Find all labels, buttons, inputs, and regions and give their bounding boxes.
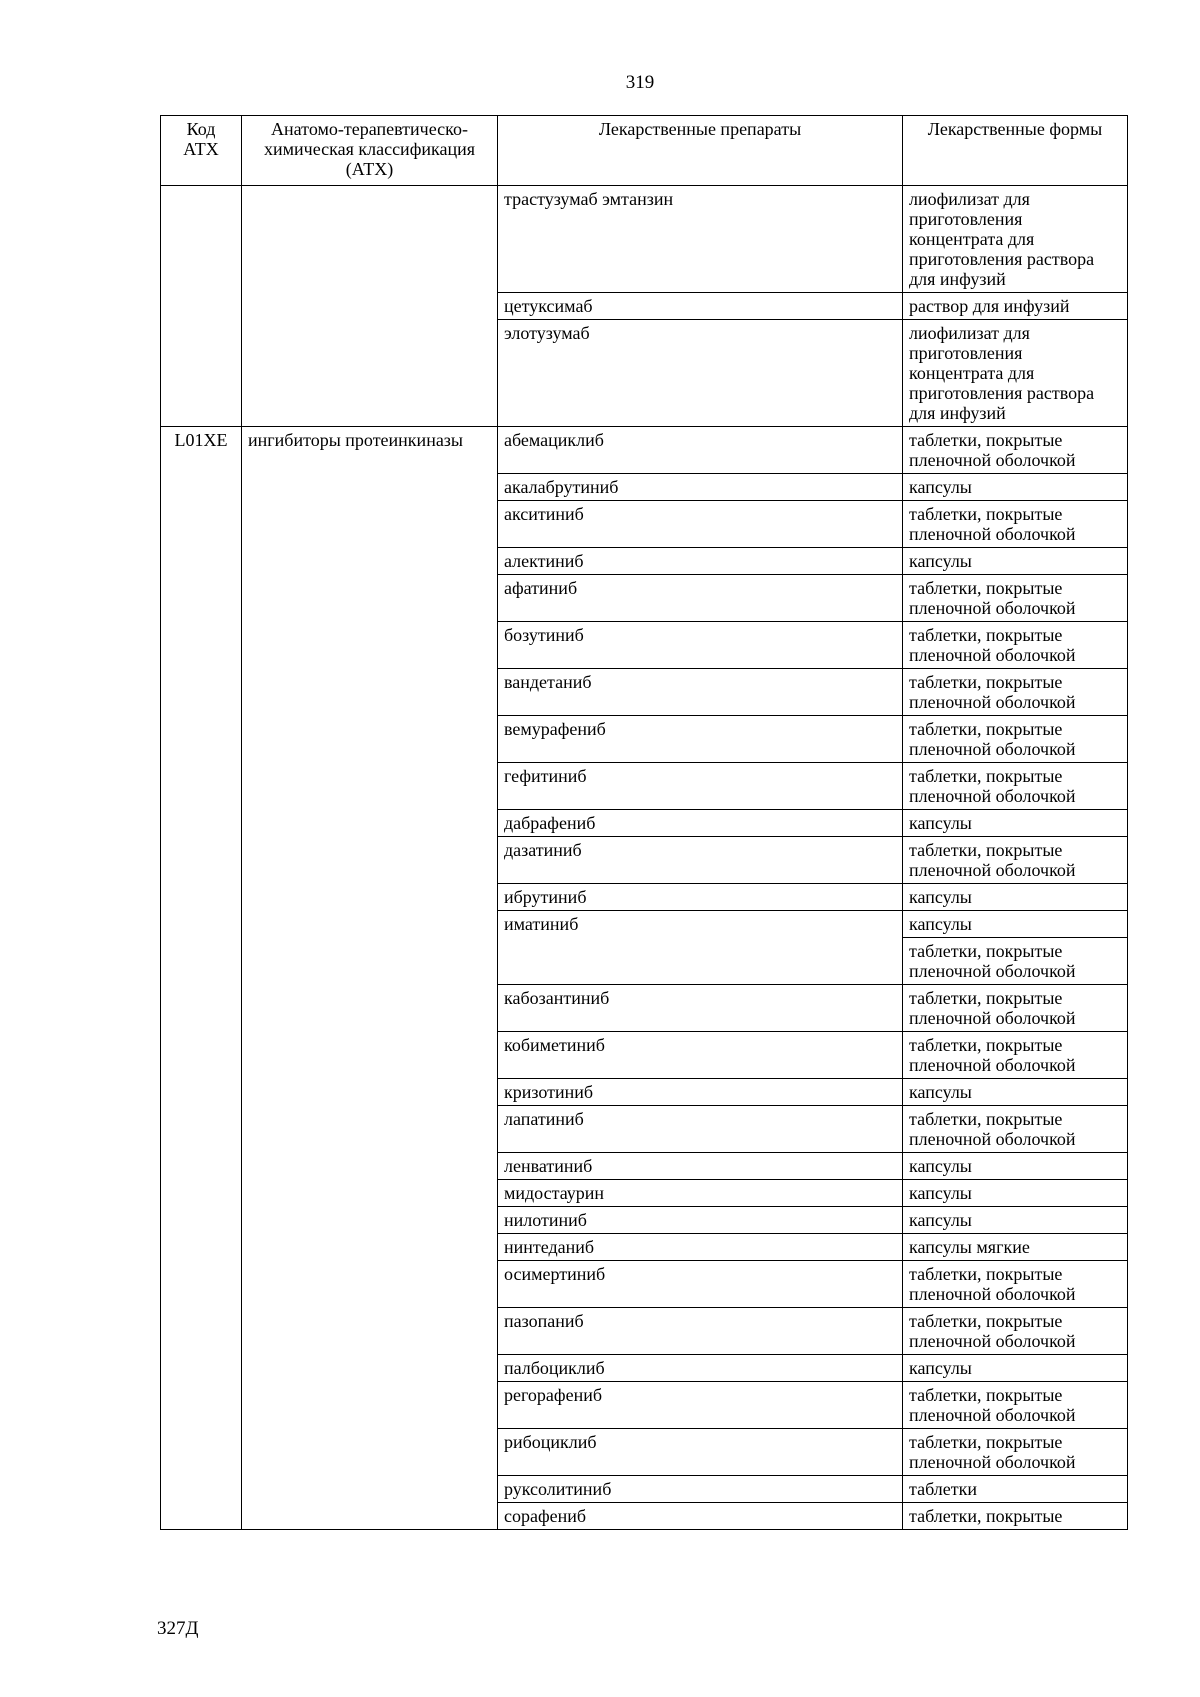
- drug-name: ленватиниб: [498, 1153, 903, 1180]
- drug-form: капсулы: [903, 1180, 1128, 1207]
- drug-form: таблетки, покрытые пленочной оболочкой: [903, 622, 1128, 669]
- drug-form: таблетки: [903, 1476, 1128, 1503]
- drug-form: капсулы: [903, 1207, 1128, 1234]
- drug-form: таблетки, покрытые пленочной оболочкой: [903, 501, 1128, 548]
- drug-name: нилотиниб: [498, 1207, 903, 1234]
- drug-name: руксолитиниб: [498, 1476, 903, 1503]
- drug-form: капсулы: [903, 1153, 1128, 1180]
- drug-name: афатиниб: [498, 575, 903, 622]
- empty-code-cell: [161, 186, 242, 427]
- drug-form: таблетки, покрытые пленочной оболочкой: [903, 1429, 1128, 1476]
- drug-name: регорафениб: [498, 1382, 903, 1429]
- drug-name: цетуксимаб: [498, 293, 903, 320]
- drug-name: нинтеданиб: [498, 1234, 903, 1261]
- table-row: [161, 186, 1128, 293]
- drug-form: таблетки, покрытые пленочной оболочкой: [903, 1382, 1128, 1429]
- drug-name: акалабрутиниб: [498, 474, 903, 501]
- drug-form: таблетки, покрытые пленочной оболочкой: [903, 716, 1128, 763]
- drug-form: таблетки, покрытые пленочной оболочкой: [903, 1308, 1128, 1355]
- drug-form: таблетки, покрытые пленочной оболочкой: [903, 1032, 1128, 1079]
- drug-name: ибрутиниб: [498, 884, 903, 911]
- header-drugs: Лекарственные препараты: [498, 116, 903, 186]
- drug-form: лиофилизат для приготовления концентрата для приготовления раствора для инфузий: [903, 186, 1128, 293]
- drug-form: таблетки, покрытые: [903, 1503, 1128, 1530]
- drug-name: вемурафениб: [498, 716, 903, 763]
- drug-name: элотузумаб: [498, 320, 903, 427]
- drug-name: иматиниб: [498, 911, 903, 985]
- drug-name: кризотиниб: [498, 1079, 903, 1106]
- table-row: [161, 427, 1128, 474]
- drug-name: кабозантиниб: [498, 985, 903, 1032]
- drug-name: пазопаниб: [498, 1308, 903, 1355]
- drug-name: сорафениб: [498, 1503, 903, 1530]
- drug-form: таблетки, покрытые пленочной оболочкой: [903, 669, 1128, 716]
- drug-form: капсулы: [903, 548, 1128, 575]
- drug-form: раствор для инфузий: [903, 293, 1128, 320]
- drug-name: трастузумаб эмтанзин: [498, 186, 903, 293]
- drug-form: лиофилизат для приготовления концентрата для приготовления раствора для инфузий: [903, 320, 1128, 427]
- drug-form: таблетки, покрытые пленочной оболочкой: [903, 1106, 1128, 1153]
- drug-form: капсулы мягкие: [903, 1234, 1128, 1261]
- footer-document-code: 327Д: [157, 1618, 199, 1639]
- drug-form: капсулы: [903, 810, 1128, 837]
- atc-group-name: ингибиторы протеинкиназы: [242, 427, 498, 1530]
- drug-form: таблетки, покрытые пленочной оболочкой: [903, 427, 1128, 474]
- drug-name: вандетаниб: [498, 669, 903, 716]
- drug-name: лапатиниб: [498, 1106, 903, 1153]
- drug-name: рибоциклиб: [498, 1429, 903, 1476]
- drug-form: таблетки, покрытые пленочной оболочкой: [903, 575, 1128, 622]
- empty-atc-cell: [242, 186, 498, 427]
- drug-form: капсулы: [903, 884, 1128, 911]
- drug-name: бозутиниб: [498, 622, 903, 669]
- drug-name: абемациклиб: [498, 427, 903, 474]
- table-header-row: [161, 116, 1128, 186]
- header-code: Код АТХ: [161, 116, 242, 186]
- drug-form: капсулы: [903, 1355, 1128, 1382]
- header-forms: Лекарственные формы: [903, 116, 1128, 186]
- drug-table: [160, 115, 1128, 1530]
- drug-form: капсулы: [903, 911, 1128, 938]
- drug-name: осимертиниб: [498, 1261, 903, 1308]
- drug-name: дабрафениб: [498, 810, 903, 837]
- drug-form: капсулы: [903, 474, 1128, 501]
- drug-name: акситиниб: [498, 501, 903, 548]
- drug-form: капсулы: [903, 1079, 1128, 1106]
- drug-form: таблетки, покрытые пленочной оболочкой: [903, 837, 1128, 884]
- drug-name: алектиниб: [498, 548, 903, 575]
- header-atc: Анатомо-терапевтическо-химическая классификация (АТХ): [242, 116, 498, 186]
- drug-form: таблетки, покрытые пленочной оболочкой: [903, 938, 1128, 985]
- atc-code-cell: L01XE: [161, 427, 242, 1530]
- drug-name: палбоциклиб: [498, 1355, 903, 1382]
- drug-name: гефитиниб: [498, 763, 903, 810]
- page-number: 319: [625, 72, 655, 93]
- drug-name: кобиметиниб: [498, 1032, 903, 1079]
- drug-name: дазатиниб: [498, 837, 903, 884]
- drug-form: таблетки, покрытые пленочной оболочкой: [903, 763, 1128, 810]
- drug-form: таблетки, покрытые пленочной оболочкой: [903, 985, 1128, 1032]
- drug-form: таблетки, покрытые пленочной оболочкой: [903, 1261, 1128, 1308]
- drug-name: мидостаурин: [498, 1180, 903, 1207]
